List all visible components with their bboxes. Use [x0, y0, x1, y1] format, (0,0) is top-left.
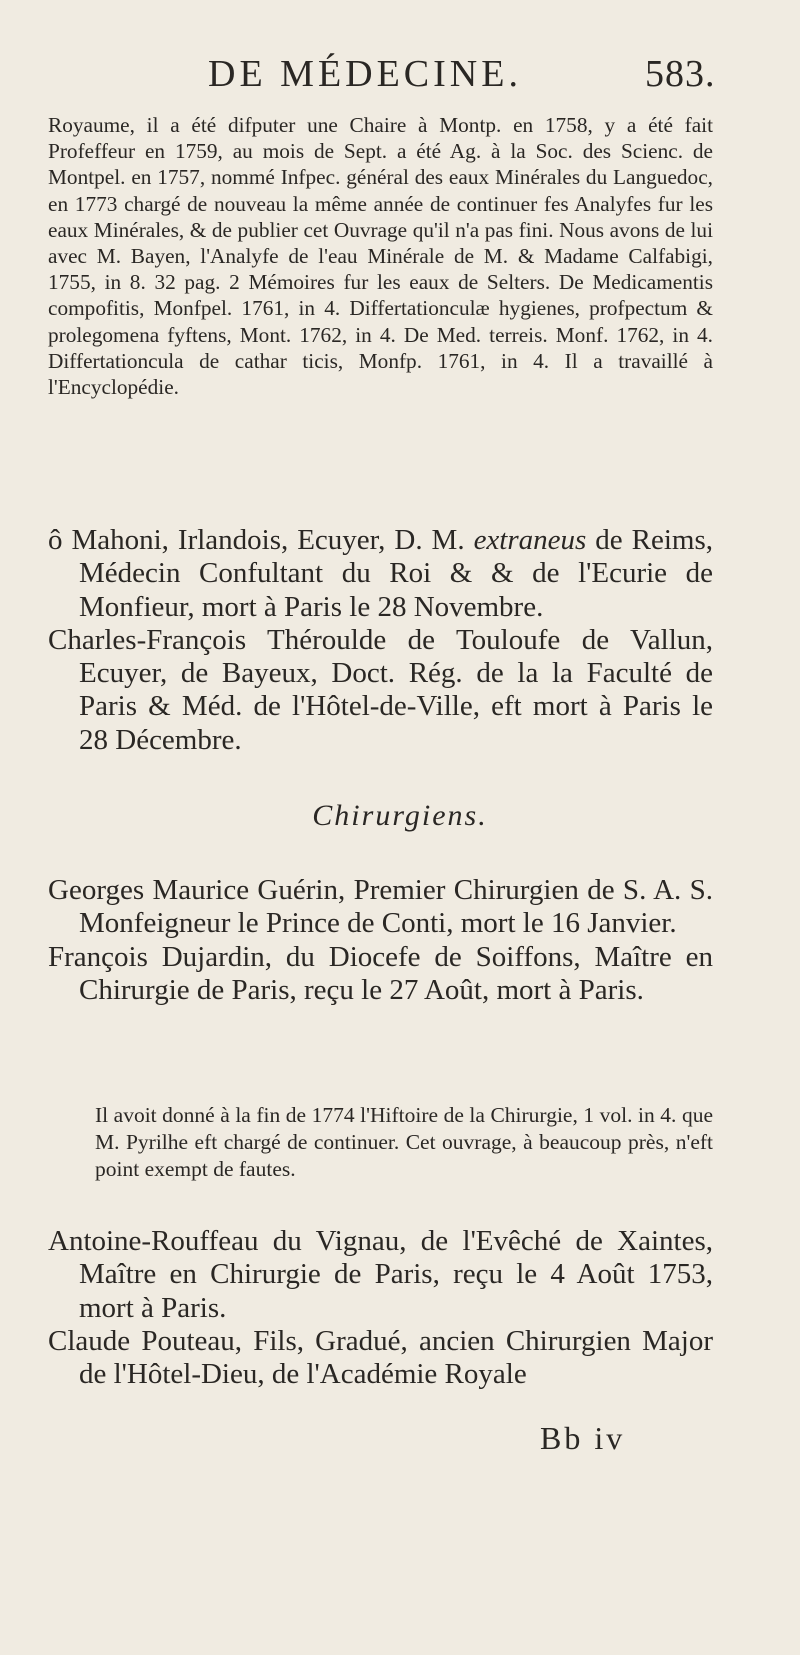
top-paragraph-block [48, 112, 713, 400]
entry-theroulde: Charles-François Théroulde de Touloufe de Vallun, Ecuyer, de Bayeux, Doct. Rég. de la la Faculté de Paris & Méd. de l'Hôtel-de-Ville, eft mort à Paris le 28 Décembre. [48, 623, 713, 756]
entries-chirurgiens [48, 874, 713, 1007]
page-number: 583. [645, 53, 716, 95]
entry-mahoni [48, 524, 713, 624]
page-header [0, 52, 800, 102]
entry-dujardin: François Dujardin, du Diocefe de Soiffons, Maître en Chirurgie de Paris, reçu le 27 Août, mort à Paris. [48, 940, 713, 1006]
entry-mahoni-tail: de Reims, Médecin Confultant du Roi & & de l'Ecurie de Monfieur, mort à Paris le 28 Novembre. [79, 524, 713, 623]
entry-mahoni-italic: extraneus [473, 524, 587, 556]
top-paragraph: Royaume, il a été difputer une Chaire à Montp. en 1758, y a été fait Profeffeur en 1759, au mois de Sept. a été Ag. à la Soc. des Scienc. de Montpel. en 1757, nommé Infpec. général des eaux Minérales du Languedoc, en 1773 chargé de nouveau la même année de continuer fes Analyfes fur les eaux Minérales, & de publier cet Ouvrage qu'il n'a pas fini. Nous avons de lui avec M. Bayen, l'Analyfe de l'eau Minérale de M. & Madame Calfabigi, 1755, in 8. 32 pag. 2 Mémoires fur les eaux de Selters. De Medicamentis compofitis, Monfpel. 1761, in 4. Differtationculæ hygienes, profpectum & prolegomena fyftens, Mont. 1762, in 4. De Med. terreis. Monf. 1762, in 4. Differtationcula de cathar ticis, Monfp. 1761, in 4. Il a travaillé à l'Encyclopédie. [48, 113, 713, 400]
entry-pouteau: Claude Pouteau, Fils, Gradué, ancien Chirurgien Major de l'Hôtel-Dieu, de l'Académie Royale [48, 1324, 713, 1391]
entry-guerin: Georges Maurice Guérin, Premier Chirurgien de S. A. S. Monfeigneur le Prince de Conti, mort le 16 Janvier. [48, 874, 713, 940]
note-block [95, 1102, 713, 1183]
running-title: DE MÉDECINE. [208, 53, 522, 95]
entries-medecins [48, 524, 713, 757]
entry-rousseau: Antoine-Rouffeau du Vignau, de l'Evêché de Xaintes, Maître en Chirurgie de Paris, reçu le 4 Août 1753, mort à Paris. [48, 1225, 713, 1324]
note-text: Il avoit donné à la fin de 1774 l'Hiftoire de la Chirurgie, 1 vol. in 4. que M. Pyrilhe eft chargé de continuer. Cet ouvrage, à beaucoup près, n'eft point exempt de fautes. [95, 1103, 713, 1181]
signature-mark: Bb iv [540, 1420, 626, 1456]
section-heading-chirurgiens: Chirurgiens. [312, 799, 488, 832]
entry-mahoni-head: ô Mahoni, Irlandois, Ecuyer, D. M. [48, 524, 474, 556]
entries-chirurgiens-2 [48, 1225, 713, 1391]
